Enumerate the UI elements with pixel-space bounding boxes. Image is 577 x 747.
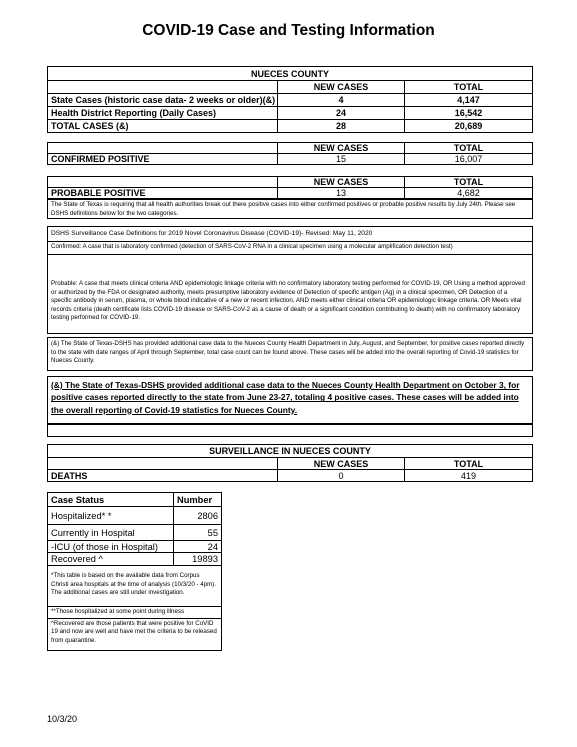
row-new: 4 (278, 94, 405, 107)
hospitalized-note: **Those hospitalized at some point during illness (48, 607, 222, 619)
surveillance-table (47, 444, 533, 482)
col-new-cases: NEW CASES (278, 143, 405, 154)
row-total: 4,147 (405, 94, 533, 107)
probable-new: 13 (278, 188, 405, 199)
deaths-label: DEATHS (48, 470, 278, 482)
row-new: 24 (278, 107, 405, 120)
row-label: TOTAL CASES (&) (48, 120, 278, 133)
status-label: Currently in Hospital (48, 525, 174, 541)
october-note: (&) The State of Texas-DSHS provided additional case data to the Nueces County Health Department on October 3, for positive cases reported directly to the state from June 23-27, totaling 4 positive cases. These cases will be added into the overall reporting of Covid-19 statistics for Nueces County. (51, 380, 520, 415)
nueces-cases-table (47, 66, 533, 133)
recovered-note: ^Recovered are those patients that were positive for CoVID 19 and now are well and have met the criteria to be released from quarantine. (48, 618, 222, 650)
confirmed-total: 16,007 (405, 154, 533, 165)
col-total: TOTAL (405, 458, 533, 470)
col-total: TOTAL (405, 143, 533, 154)
confirmed-new: 15 (278, 154, 405, 165)
definitions-box (47, 226, 533, 334)
row-label: State Cases (historic case data- 2 weeks or older)(&) (48, 94, 278, 107)
row-new: 28 (278, 120, 405, 133)
col-new-cases: NEW CASES (278, 177, 405, 188)
status-value: 24 (174, 541, 222, 553)
col-total: TOTAL (405, 81, 533, 94)
col-new-cases: NEW CASES (278, 458, 405, 470)
definition-confirmed: Confirmed: A case that is laboratory confirmed (detection of SARS-CoV-2 RNA in a clinical specimen using a molecular amplification detection test) (48, 242, 532, 255)
confirmed-positive-table (47, 142, 533, 165)
definition-probable: Probable: A case that meets clinical criteria AND epidemiologic linkage criteria with no confirmatory laboratory testing performed for COVID-19, OR Using a method approved or authorized by the FDA or designated authority, meets presumptive laboratory evidence of Detection of specific antigen (Ag) in a clinical specimen, OR Detection of a specific antibody in serum, plasma, or whole blood indicative of a new or recent infection, AND meets either clinical criteria OR epidemiologic linkage criteria. OR Meets vital records criteria (death certificate lists COVID-19 disease or SARS-CoV-2 as a cause of death or a significant condition contributing to death) with no confirmatory laboratory testing performed for COVID-19. (51, 280, 525, 322)
report-date: 10/3/20 (47, 714, 78, 724)
status-value: 2806 (174, 507, 222, 525)
deaths-new: 0 (278, 470, 405, 482)
status-label: Recovered ^ (48, 553, 174, 566)
page-title: COVID-19 Case and Testing Information (142, 22, 435, 39)
col-case-status: Case Status (48, 493, 174, 507)
col-new-cases: NEW CASES (278, 81, 405, 94)
deaths-total: 419 (405, 470, 533, 482)
row-total: 16,542 (405, 107, 533, 120)
hospital-table-note: *This table is based on the available data from Corpus Christi area hospitals at the time of analysis (10/3/20 - 4pm). The additional cases are still under investigation. (48, 566, 222, 607)
spacer-row (47, 424, 533, 437)
col-number: Number (174, 493, 222, 507)
confirmed-positive-label: CONFIRMED POSITIVE (48, 154, 278, 165)
definitions-title: DSHS Surveillance Case Definitions for 2019 Novel Coronavirus Disease (COVID-19)- Revised: May 11, 2020 (48, 227, 532, 242)
status-label: -ICU (of those in Hospital) (48, 541, 174, 553)
nueces-county-header: NUECES COUNTY (48, 67, 533, 81)
state-requirement-note: The State of Texas is requiring that all health authorities break out there positive cases into either confirmed positives or probable positive results by July 24th. Please see DSHS definitions below for the two categories. (47, 199, 533, 219)
probable-positive-table (47, 176, 533, 199)
row-total: 20,689 (405, 120, 533, 133)
probable-total: 4,682 (405, 188, 533, 199)
surveillance-header: SURVEILLANCE IN NUECES COUNTY (48, 445, 533, 458)
status-label: Hospitalized* * (48, 507, 174, 525)
additional-data-note: (&) The State of Texas-DSHS has provided additional case data to the Nueces County Health Department in July, August, and September, for positive cases reported directly to the state with date ranges of April through September, total case count can be found above. These cases will be added into the overall reporting of Covid-19 statistics for Nueces County. (47, 337, 533, 371)
case-status-table (47, 492, 222, 651)
october-note-box (47, 376, 533, 424)
col-total: TOTAL (405, 177, 533, 188)
row-label: Health District Reporting (Daily Cases) (48, 107, 278, 120)
probable-positive-label: PROBABLE POSITIVE (48, 188, 278, 199)
status-value: 55 (174, 525, 222, 541)
status-value: 19893 (174, 553, 222, 566)
